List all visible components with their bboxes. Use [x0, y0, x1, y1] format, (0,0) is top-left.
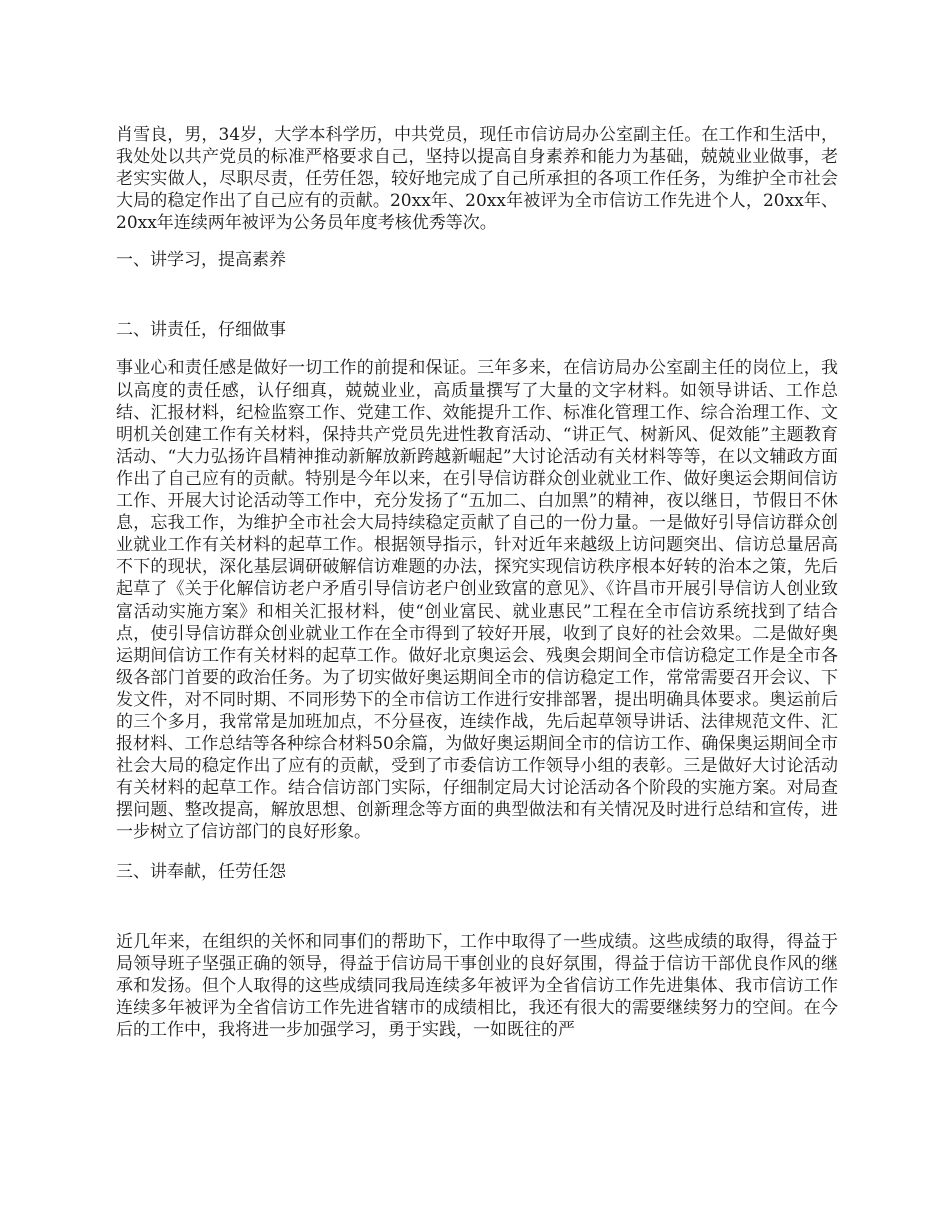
- document-page: [116, 124, 838, 1041]
- section-heading-dedication: 三、讲奉献，任劳任怨: [116, 861, 286, 882]
- dedication-paragraph: 近几年来，在组织的关怀和同事们的帮助下，工作中取得了一些成绩。这些成绩的取得，得益于局领导班子坚强正确的领导，得益于信访局干事创业的良好氛围，得益于信访干部优良作风的继承和发扬。但个人取得的这些成绩同我局连续多年被评为全省信访工作先进集体、我市信访工作连续多年被评为全省信访工作先进省辖市的成绩相比，我还有很大的需要继续努力的空间。在今后的工作中，我将进一步加强学习，勇于实践，一如既往的严: [116, 931, 838, 1040]
- section-heading-study: 一、讲学习，提高素养: [116, 250, 286, 271]
- intro-paragraph: 肖雪良，男，34岁，大学本科学历，中共党员，现任市信访局办公室副主任。在工作和生活中，我处处以共产党员的标准严格要求自己，坚持以提高自身素养和能力为基础，兢兢业业做事，老老实实做人，尽职尽责，任劳任怨，较好地完成了自己所承担的各项工作任务，为维护全市社会大局的稳定作出了自己应有的贡献。20xx年、20xx年被评为全市信访工作先进个人，20xx年、20xx年连续两年被评为公务员年度考核优秀等次。: [116, 125, 838, 234]
- responsibility-paragraph: 事业心和责任感是做好一切工作的前提和保证。三年多来，在信访局办公室副主任的岗位上，我以高度的责任感，认仔细真，兢兢业业，高质量撰写了大量的文字材料。如领导讲话、工作总结、汇报材料，纪检监察工作、党建工作、效能提升工作、标准化管理工作、综合治理工作、文明机关创建工作有关材料，保持共产党员先进性教育活动、“讲正气、树新风、促效能”主题教育活动、“大力弘扬许昌精神推动新解放新跨越新崛起”大讨论活动有关材料等等，在以文辅政方面作出了自己应有的贡献。特别是今年以来，在引导信访群众创业就业工作、做好奥运会期间信访工作、开展大讨论活动等工作中，充分发扬了“五加二、白加黑”的精神，夜以继日，节假日不休息，忘我工作，为维护全市社会大局持续稳定贡献了自己的一份力量。一是做好引导信访群众创业就业工作有关材料的起草工作。根据领导指示，针对近年来越级上访问题突出、信访总量居高不下的现状，深化基层调研破解信访难题的办法，探究实现信访秩序根本好转的治本之策，先后起草了《关于化解信访老户矛盾引导信访老户创业致富的意见》、《许昌市开展引导信访人创业致富活动实施方案》和相关汇报材料，使“创业富民、就业惠民”工程在全市信访系统找到了结合点，使引导信访群众创业就业工作在全市得到了较好开展，收到了良好的社会效果。二是做好奥运期间信访工作有关材料的起草工作。做好北京奥运会、残奥会期间全市信访稳定工作是全市各级各部门首要的政治任务。为了切实做好奥运期间全市的信访稳定工作，常常需要召开会议、下发文件，对不同时期、不同形势下的全市信访工作进行安排部署，提出明确具体要求。奥运前后的三个多月，我常常是加班加点，不分昼夜，连续作战，先后起草领导讲话、法律规范文件、汇报材料、工作总结等各种综合材料50余篇，为做好奥运期间全市的信访工作、确保奥运期间全市社会大局的稳定作出了应有的贡献，受到了市委信访工作领导小组的表彰。三是做好大讨论活动有关材料的起草工作。结合信访部门实际，仔细制定局大讨论活动各个阶段的实施方案。对局查摆问题、整改提高，解放思想、创新理念等方面的典型做法和有关情况及时进行总结和宣传，进一步树立了信访部门的良好形象。: [116, 358, 838, 843]
- section-heading-responsibility: 二、讲责任，仔细做事: [116, 320, 286, 341]
